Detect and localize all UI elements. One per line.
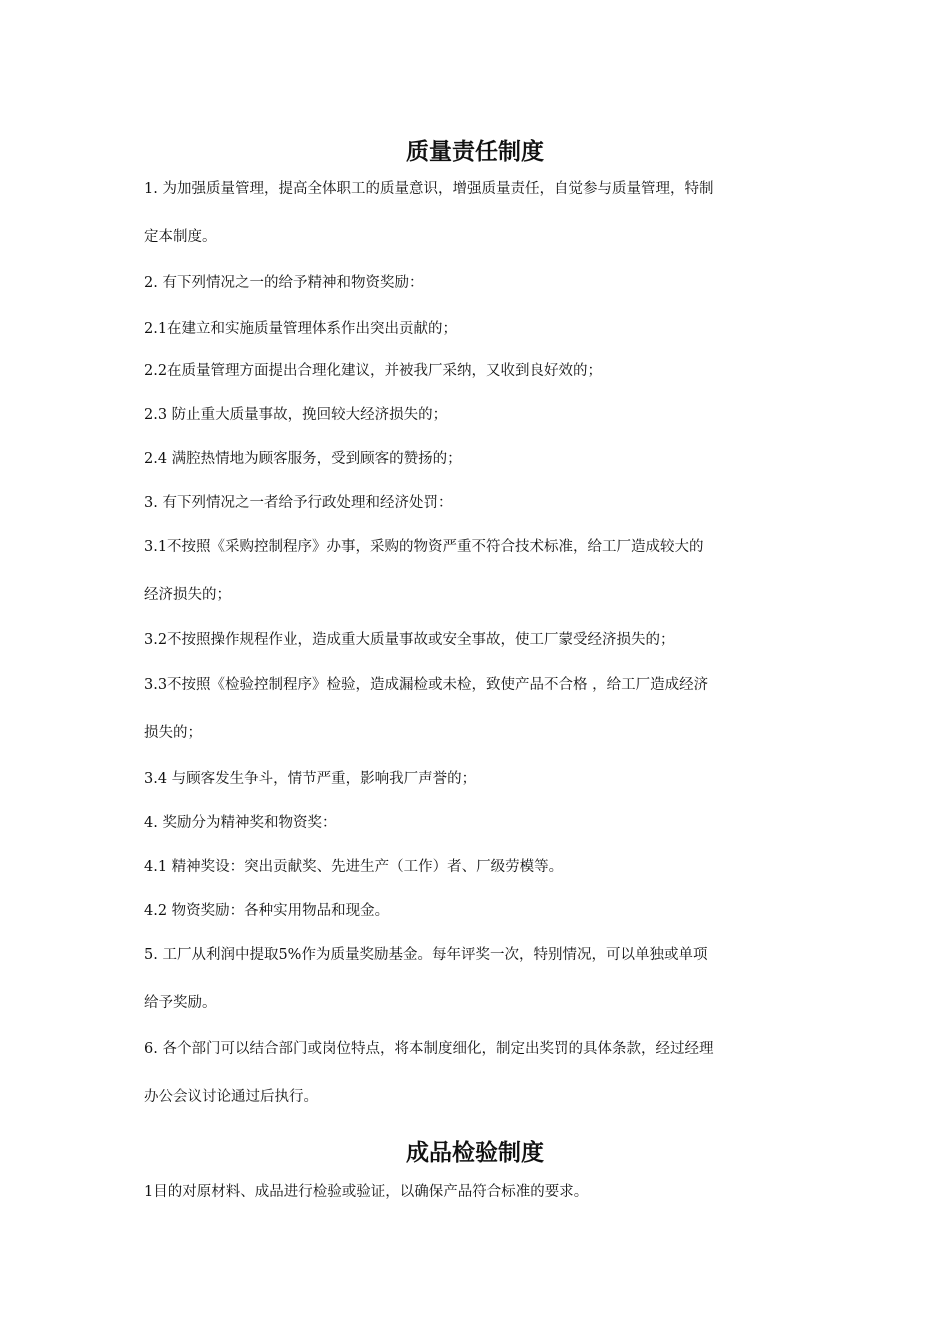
paragraph-line: 经济损失的； [144, 587, 231, 603]
paragraph-line: 3. 有下列情况之一者给予行政处理和经济处罚： [144, 495, 453, 511]
paragraph-line: 4.2 物资奖励：各种实用物品和现金。 [144, 903, 390, 919]
section-title-quality-responsibility: 质量责任制度 [406, 139, 544, 165]
paragraph-line: 3.2不按照操作规程作业，造成重大质量事故或安全事故，使工厂蒙受经济损失的； [144, 632, 675, 648]
paragraph-line: 2.3 防止重大质量事故，挽回较大经济损失的； [144, 407, 448, 423]
paragraph-line: 4. 奖励分为精神奖和物资奖： [144, 815, 337, 831]
paragraph-line: 6. 各个部门可以结合部门或岗位特点，将本制度细化，制定出奖罚的具体条款，经过经理 [144, 1041, 714, 1057]
paragraph-line: 3.3不按照《检验控制程序》检验，造成漏检或未检，致使产品不合格 ，给工厂造成经济 [144, 677, 709, 693]
paragraph-line: 3.4 与顾客发生争斗，情节严重，影响我厂声誉的； [144, 771, 477, 787]
paragraph-line: 损失的； [144, 725, 202, 741]
paragraph-line: 定本制度。 [144, 229, 217, 245]
paragraph-line: 2. 有下列情况之一的给予精神和物资奖励： [144, 275, 424, 291]
paragraph-line: 5. 工厂从利润中提取5%作为质量奖励基金。每年评奖一次，特别情况，可以单独或单项 [144, 947, 708, 963]
section-title-finished-product-inspection: 成品检验制度 [406, 1140, 544, 1166]
paragraph-line: 1. 为加强质量管理，提高全体职工的质量意识，增强质量责任，自觉参与质量管理，特制 [144, 181, 714, 197]
paragraph-line: 3.1不按照《采购控制程序》办事，采购的物资严重不符合技术标准，给工厂造成较大的 [144, 539, 704, 555]
paragraph-line: 办公会议讨论通过后执行。 [144, 1089, 318, 1105]
paragraph-line: 给予奖励。 [144, 995, 217, 1011]
paragraph-line: 2.2在质量管理方面提出合理化建议，并被我厂采纳，又收到良好效的； [144, 363, 603, 379]
paragraph-line: 1目的对原材料、成品进行检验或验证，以确保产品符合标准的要求。 [144, 1184, 589, 1200]
paragraph-line: 4.1 精神奖设：突出贡献奖、先进生产（工作）者、厂级劳模等。 [144, 859, 564, 875]
paragraph-line: 2.4 满腔热情地为顾客服务，受到顾客的赞扬的； [144, 451, 462, 467]
paragraph-line: 2.1在建立和实施质量管理体系作出突出贡献的； [144, 321, 458, 337]
